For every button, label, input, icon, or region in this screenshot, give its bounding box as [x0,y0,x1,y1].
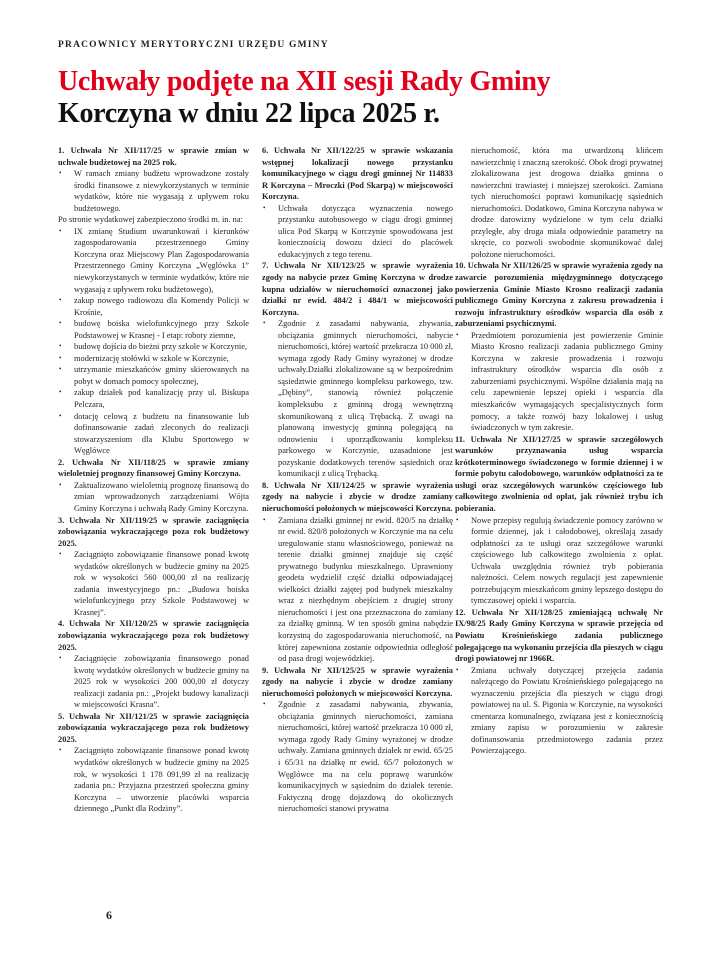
list-item: • Zmiana uchwały dotyczącej przejęcia zadania należącego do Powiatu Krośnieńskiego polegającego na wyznaczeniu przejścia dla pieszych w ciągu drogi powiatowej na ul. S. Pigonia w Korczynie, na wysokości cmentarza komunalnego, związana jest z koniecznością zmiany zapisu w porozumieniu w zakresie dofinansowania przedmiotowego zadania przez Powierzającego. [455,665,663,757]
paragraph: Po stronie wydatkowej zabezpieczono środki m. in. na: [58,215,243,225]
list-item: • IX zmianę Studium uwarunkowań i kierunków zagospodarowania przestrzennego Gminy Korczyna oraz Miejscowy Plan Zagospodarowania Przestrzennego Gminy Korczyna „Węglówka 1” niewykorzystanych w terminie wydatków, które nie wygasają z upływem roku budżetowego), [58,226,249,295]
resolution-heading: 8. Uchwała Nr XII/124/25 w sprawie wyrażenia zgody na nabycie i zbycie w drodze zamiany nieruchomości położonych w miejscowości Korczyna. [262,480,453,513]
column-right [455,145,663,757]
paragraph-continued: nieruchomość, która ma utwardzoną klińcem nawierzchnię i znaczną szerokość. Obok drogi prywatnej zlokalizowana jest drogowa działka gminna o nawierzchni trawiastej i mniejszej szerokości. Zamiana tych nieruchomości poprawi komunikację sąsiednich nieruchomości. Dodatkowo, Gmina Korczyna nabywa w drodze darowizny wydzielone w tym celu działki przyległe, aby droga miała odpowiednie parametry na skręcie, co pozwoli swobodnie skomunikować dalej położone nieruchomości. [471,146,663,259]
bullet-list [262,699,453,814]
resolution-heading: 2. Uchwała Nr XII/118/25 w sprawie zmiany wieloletniej prognozy finansowej Gminy Korczyna. [58,457,249,479]
list-item: • utrzymanie mieszkańców gminy skierowanych na pobyt w domach pomocy społecznej, [58,364,249,387]
list-item: • Zaciągnięto zobowiązanie finansowe ponad kwotę wydatków określonych w budżecie gminy na 2025 rok, w wysokości 1 178 091,99 zł na realizację zadania pn.: Przyjazna przestrzeń społeczna gminy Korczyna – utworzenie placówki wsparcia dziennego „Punkt dla Rodziny”. [58,745,249,814]
list-item: • Nowe przepisy regulują świadczenie pomocy zarówno w formie dziennej, jak i całodobowej, określają zasady odpłatności za te usługi oraz szczegółowe warunki częściowego lub całkowitego zwolnienia z opłat. Uchwała uwzględnia również tryb pobierania należności. Celem nowych regulacji jest zapewnienie potrzebującym mieszkańcom gminy lepszego dostępu do tymczasowej opieki i wsparcia. [455,515,663,607]
resolution-heading: 6. Uchwała Nr XII/122/25 w sprawie wskazania wstępnej lokalizacji nowego przystanku komunikacyjnego w ciągu drogi gminnej Nr 114833 R Korczyna – Mroczki (Pod Skarpą) w miejscowości Korczyna. [262,146,453,202]
resolution-heading: 7. Uchwała Nr XII/123/25 w sprawie wyrażenia zgody na nabycie przez Gminę Korczyna w drodze kupna udziałów w nieruchomości oznaczonej jako działki nr ewid. 484/2 i 484/1 w miejscowości Korczyna. [262,261,453,317]
resolution-heading: 4. Uchwała Nr XII/120/25 w sprawie zaciągnięcia zobowiązania wykraczającego poza rok budżetowy 2025. [58,619,249,652]
page-title: Uchwały podjęte na XII sesji Rady Gminy [58,66,551,97]
list-item: • zakup działek pod kanalizację przy ul. Biskupa Pelczara, [58,387,249,410]
list-item: • dotację celową z budżetu na finansowanie lub dofinansowanie zadań zleconych do realizacji stowarzyszeniom dla Klubu Sportowego w Węglówce [58,411,249,457]
resolution-heading: 10. Uchwała Nr XII/126/25 w sprawie wyrażenia zgody na zawarcie porozumienia międzygminnego dotyczącego powierzenia Gminie Miasto Krosno realizacji zadania publicznego Gminy Korczyna z zakresu prowadzenia i rozwoju infrastruktury ośrodków wsparcia dla osób z zaburzeniami psychicznymi. [455,261,663,329]
list-item: • modernizację stołówki w szkole w Korczynie, [58,353,249,365]
list-item: • Zgodnie z zasadami nabywania, zbywania, obciążania gminnych nieruchomości, zamiana nieruchomości, której wartość przekracza 10 000 zł, wymaga zgody Rady Gminy wyrażonej w drodze uchwały. Zamiana gminnych działek nr ewid. 65/25 i 65/31 na działkę nr ewid. 65/7 położonych w Węglówce ma na celu poprawę warunków komunikacyjnych w sąsiednim do działek terenie. Faktyczną drogę dojazdową do okolicznych nieruchomości stanowi prywatna [262,699,453,814]
bullet-list [455,330,663,434]
list-item: • Zgodnie z zasadami nabywania, zbywania, obciążania gminnych nieruchomości, nabycie nieruchomości, której wartość przekracza 10 000 zł, wymaga zgody Rady Gminy wyrażonej w drodze uchwały.Działki zlokalizowane są w bezpośrednim sąsiedztwie gminnego kompleksu parkowego, tzw. „Dębiny”, stanowią również połączenie kompleksubu z gminną drogą wewnętrzną skomunikowaną z ulicą Trębacką. Z uwagi na planowaną inwestycję gminną polegającą na odnowieniu i uporządkowaniu kompleksu parkowego w Korczynie, uzasadnione jest pozyskanie dodatkowych terenów sąsiednich oraz komunikacji z ulicą Trębacką. [262,318,453,480]
list-item: • W ramach zmiany budżetu wprowadzone zostały środki finansowe z niewykorzystanych w terminie wydatków, które nie wygasają z upływem roku budżetowego. [58,168,249,214]
list-item: • zakup nowego radiowozu dla Komendy Policji w Krośnie, [58,295,249,318]
bullet-list [262,318,453,480]
resolution-heading: 11. Uchwała Nr XII/127/25 w sprawie szczegółowych warunków przyznawania usług wsparcia krótkoterminowego świadczonego w formie dziennej i w formie pobytu całodobowego, warunków odpłatności za te usługi oraz szczegółowych warunków częściowego lub całkowitego zwolnienia od opłat, jak również trybu ich pobierania. [455,434,663,513]
resolution-heading: 1. Uchwała Nr XII/117/25 w sprawie zmian w uchwale budżetowej na 2025 rok. [58,146,249,167]
resolution-heading: 5. Uchwała Nr XII/121/25 w sprawie zaciągnięcia zobowiązania wykraczającego poza rok budżetowy 2025. [58,711,249,744]
list-item: • budowę dojścia do bieżni przy szkole w Korczynie, [58,341,249,353]
bullet-list [58,168,249,214]
list-item: • budowę boiska wielofunkcyjnego przy Szkole Podstawowej w Krasnej - I etap: roboty ziemne, [58,318,249,341]
list-item: • Uchwała dotycząca wyznaczenia nowego przystanku autobusowego w ciągu drogi gminnej ulica Pod Skarpą w Korczynie spowodowana jest koniecznością dowozu dzieci do placówek edukacyjnych z tego terenu. [262,203,453,261]
expense-list [58,226,249,457]
bullet-list [58,745,249,814]
bullet-list [58,480,249,515]
resolution-heading: 12. Uchwała Nr XII/128/25 zmieniającą uchwałę Nr IX/98/25 Rady Gminy Korczyna w sprawie przejęcia od Powiatu Krośnieńskiego zadania publicznego polegającego na wykonaniu przejścia dla pieszych w ciągu drogi powiatowej nr 1966R. [455,607,663,664]
column-middle [262,145,453,815]
resolution-heading: 9. Uchwała Nr XII/125/25 w sprawie wyrażenia zgody na nabycie i zbycie w drodze zamiany nieruchomości położonych w miejscowości Korczyna. [262,665,453,698]
bullet-list [262,515,453,665]
list-item: • Zaktualizowano wieloletnią prognozę finansową do zmian wprowadzonych zarządzeniami Wójta Gminy Korczyna i uchwałą Rady Gminy Korczyna. [58,480,249,515]
page-number: 6 [106,908,112,922]
bullet-list [262,203,453,261]
resolution-heading: 3. Uchwała Nr XII/119/25 w sprawie zaciągnięcia zobowiązania wykraczającego poza rok budżetowy 2025. [58,515,249,548]
page-subtitle: Korczyna w dniu 22 lipca 2025 r. [58,98,440,129]
list-item: • Zamiana działki gminnej nr ewid. 820/5 na działkę nr ewid. 820/8 położonych w Korczynie ma na celu uregulowanie stanu własnościowego, ponieważ na terenie działki gminnej znajduje się część prywatnego budynku mieszkalnego. Uprawniony geodeta wydzielił część działki odpowiadającej wielkości działki zajętej pod budynek mieszkalny wraz z niezbędnym obejściem z drugiej strony nieruchomości i jest ona przeznaczona do zamiany za działkę gminną. W ten sposób gmina nabędzie korzystną do zagospodarowania nieruchomość, na której zapewniona zostanie odpowiednia odległość od pasa drogi wojewódzkiej. [262,515,453,665]
section-label: PRACOWNICY MERYTORYCZNI URZĘDU GMINY [58,40,329,50]
list-item: • Przedmiotem porozumienia jest powierzenie Gminie Miasto Krosno realizacji zadania publicznego Gminy Korczyna w zakresie prowadzenia i rozwoju infrastruktury ośrodków wsparcia dla osób z zaburzeniami psychicznymi. Wspólne działania mają na celu zapewnienie lepszej opieki i wsparcia dla mieszkańców wymagających specjalistycznych form pomocy, a także rozwój bazy lokalowej i usług świadczonych w tym zakresie. [455,330,663,434]
bullet-list [58,549,249,618]
list-item: • Zaciągnięcie zobowiązania finansowego ponad kwotę wydatków określonych w budżecie gminy na 2025 rok w wysokości 200 000,00 zł dotyczy realizacji zadania pn.: „Projekt budowy kanalizacji w miejscowości Krasna”. [58,653,249,711]
list-item: • Zaciągnięto zobowiązanie finansowe ponad kwotę wydatków określonych w budżecie gminy na 2025 rok w wysokości 560 000,00 zł na realizację zadania inwestycyjnego pn.: „Budowa boiska wielofunkcyjnego przy Szkole Podstawowej w Krasnej”. [58,549,249,618]
bullet-list [455,665,663,757]
column-left [58,145,249,815]
bullet-list [58,653,249,711]
bullet-list [455,515,663,607]
